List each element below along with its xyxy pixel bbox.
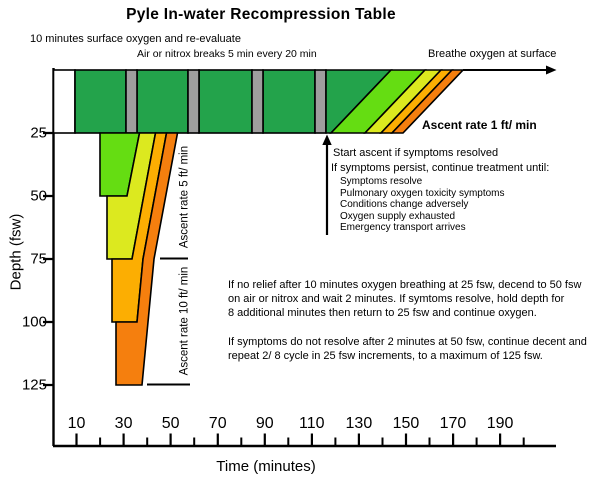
- persist-list-item: Oxygen supply exhausted: [340, 210, 456, 222]
- persist-list-item: Symptoms resolve: [340, 176, 423, 187]
- annotation-air-breaks: Air or nitrox breaks 5 min every 20 min: [137, 48, 317, 60]
- annotation-breathe-oxygen: Breathe oxygen at surface: [428, 48, 557, 60]
- annotation-ascent-rate-1: Ascent rate 1 ft/ min: [422, 118, 537, 132]
- oxygen-period-block: [137, 70, 188, 133]
- y-tick-label: 100: [21, 313, 47, 331]
- annotation-ascent-rate-10: Ascent rate 10 ft/ min: [177, 266, 190, 376]
- air-break-block: [315, 70, 326, 133]
- page-title: Pyle In-water Recompression Table: [126, 6, 396, 23]
- annotation-start-ascent: Start ascent if symptoms resolved: [333, 147, 499, 159]
- annotation-persist-heading: If symptoms persist, continue treatment until:: [331, 161, 550, 174]
- x-axis-title: Time (minutes): [216, 458, 316, 475]
- x-tick-label: 130: [345, 415, 373, 432]
- x-tick-label: 190: [486, 415, 514, 432]
- y-tick-label: 75: [30, 250, 47, 268]
- paragraph1-line: 8 additional minutes then return to 25 fsw and continue oxygen.: [228, 307, 537, 319]
- y-axis-title: Depth (fsw): [7, 213, 25, 291]
- y-tick-label: 125: [21, 376, 47, 394]
- persist-list-item: Conditions change adversely: [340, 199, 469, 210]
- x-tick-label: 30: [114, 415, 133, 432]
- x-tick-label: 70: [208, 415, 227, 432]
- x-tick-label: 170: [439, 415, 467, 432]
- persist-list-item: Pulmonary oxygen toxicity symptoms: [340, 187, 505, 199]
- annotation-ascent-rate-5: Ascent rate 5 ft/ min: [177, 145, 190, 249]
- paragraph2-line: repeat 2/ 8 cycle in 25 fsw increments, to a maximum of 125 fsw.: [228, 350, 543, 362]
- x-tick-label: 90: [255, 415, 274, 432]
- x-tick-label: 10: [67, 415, 86, 432]
- oxygen-period-block: [199, 70, 252, 133]
- annotation-surface-oxygen: 10 minutes surface oxygen and re-evaluate: [30, 33, 241, 45]
- persist-list-item: Emergency transport arrives: [340, 222, 466, 233]
- paragraph2-line: If symptoms do not resolve after 2 minutes at 50 fsw, continue decent and: [228, 336, 587, 348]
- x-tick-label: 110: [299, 415, 325, 432]
- y-tick-label: 50: [30, 187, 47, 205]
- x-tick-label: 50: [161, 415, 180, 432]
- y-tick-label: 25: [30, 124, 47, 142]
- paragraph1-line: on air or nitrox and wait 2 minutes. If symtoms resolve, hold depth for: [228, 293, 565, 305]
- up-arrow-icon: [322, 135, 331, 146]
- oxygen-period-block: [75, 70, 126, 133]
- right-arrow-icon: [546, 66, 557, 75]
- air-break-block: [252, 70, 263, 133]
- air-break-block: [126, 70, 137, 133]
- surface-interval-block: [54, 70, 76, 133]
- air-break-block: [188, 70, 199, 133]
- oxygen-period-block: [263, 70, 315, 133]
- x-tick-label: 150: [392, 415, 420, 432]
- paragraph1-line: If no relief after 10 minutes oxygen breathing at 25 fsw, decend to 50 fsw: [228, 279, 582, 291]
